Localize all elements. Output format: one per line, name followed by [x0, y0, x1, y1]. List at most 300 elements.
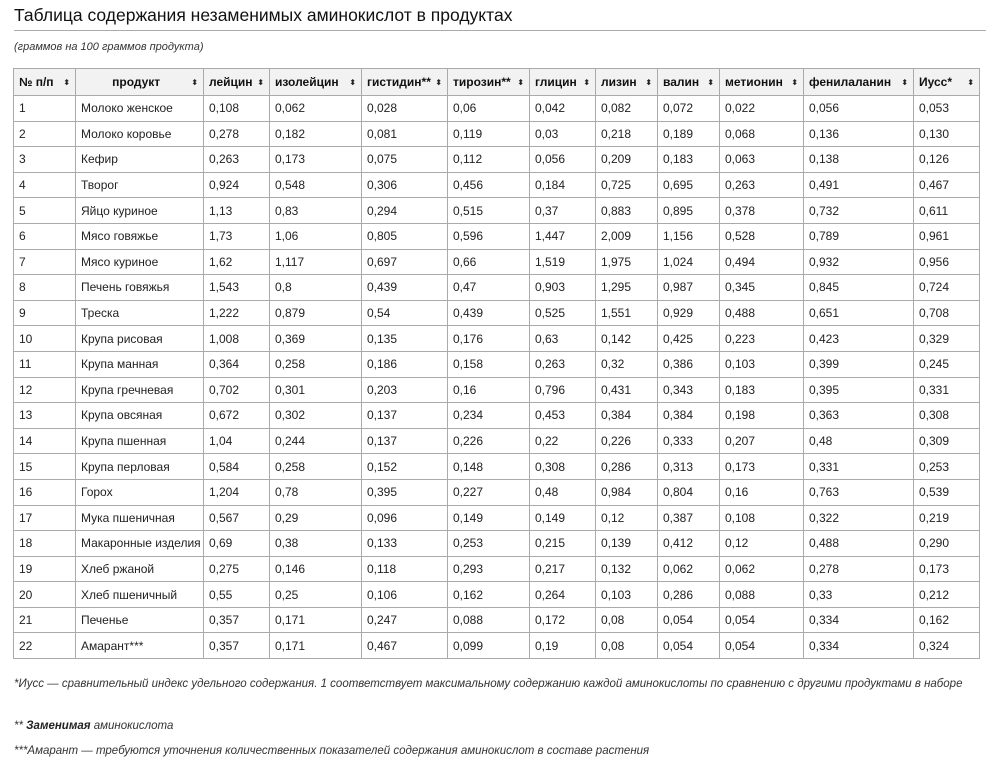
table-cell: 0,082: [596, 96, 658, 122]
table-cell: 0,567: [204, 505, 270, 531]
table-cell: 19: [14, 556, 76, 582]
table-cell: 0,219: [914, 505, 980, 531]
table-cell: 1,975: [596, 249, 658, 275]
table-cell: 0,879: [270, 300, 362, 326]
table-row: [14, 428, 980, 454]
table-cell: 10: [14, 326, 76, 352]
table-cell: 0,548: [270, 172, 362, 198]
table-cell: 0,258: [270, 351, 362, 377]
table-cell: 0,369: [270, 326, 362, 352]
table-row: [14, 531, 980, 557]
table-cell: 0,263: [204, 147, 270, 173]
table-cell: 0,54: [362, 300, 448, 326]
table-cell: 11: [14, 351, 76, 377]
table-cell: 1,13: [204, 198, 270, 224]
table-cell: 0,119: [448, 121, 530, 147]
table-cell: 0,258: [270, 454, 362, 480]
table-cell: 0,126: [914, 147, 980, 173]
table-cell: 0,357: [204, 633, 270, 659]
table-body: [14, 96, 980, 659]
column-header-label: № п/п: [19, 75, 54, 89]
sort-icon[interactable]: ⬍: [63, 78, 70, 87]
column-header[interactable]: [530, 69, 596, 96]
sort-icon[interactable]: ⬍: [583, 78, 590, 87]
table-cell: 0,263: [530, 351, 596, 377]
table-cell: 0,324: [914, 633, 980, 659]
table-cell: 0,075: [362, 147, 448, 173]
table-cell: 0,384: [658, 403, 720, 429]
table-cell: Крупа гречневая: [76, 377, 204, 403]
table-cell: 0,845: [804, 275, 914, 301]
table-cell: 0,223: [720, 326, 804, 352]
table-row: [14, 147, 980, 173]
table-cell: 0,313: [658, 454, 720, 480]
table-cell: 0,528: [720, 223, 804, 249]
table-cell: 15: [14, 454, 76, 480]
table-cell: 0,081: [362, 121, 448, 147]
column-header-label: изолейцин: [275, 75, 339, 89]
table-cell: 0,439: [362, 275, 448, 301]
table-cell: 0,932: [804, 249, 914, 275]
table-cell: 13: [14, 403, 76, 429]
table-cell: 0,399: [804, 351, 914, 377]
table-cell: Творог: [76, 172, 204, 198]
table-cell: 0,063: [720, 147, 804, 173]
table-cell: 0,584: [204, 454, 270, 480]
table-cell: 0,453: [530, 403, 596, 429]
table-cell: 0,099: [448, 633, 530, 659]
table-cell: 0,343: [658, 377, 720, 403]
table-cell: 0,138: [804, 147, 914, 173]
table-cell: 1,04: [204, 428, 270, 454]
table-cell: 0,286: [658, 582, 720, 608]
column-header[interactable]: [204, 69, 270, 96]
table-cell: 0,331: [914, 377, 980, 403]
table-cell: 0,8: [270, 275, 362, 301]
table-cell: 0,63: [530, 326, 596, 352]
table-cell: Мясо куриное: [76, 249, 204, 275]
column-header[interactable]: [270, 69, 362, 96]
table-cell: 0,525: [530, 300, 596, 326]
table-cell: 0,173: [270, 147, 362, 173]
table-cell: 22: [14, 633, 76, 659]
table-cell: 0,162: [448, 582, 530, 608]
table-cell: 0,345: [720, 275, 804, 301]
table-cell: 0,149: [530, 505, 596, 531]
column-header[interactable]: [76, 69, 204, 96]
table-cell: 0,12: [720, 531, 804, 557]
table-cell: 0,467: [362, 633, 448, 659]
column-header[interactable]: [448, 69, 530, 96]
table-cell: 0,103: [720, 351, 804, 377]
table-cell: 0,29: [270, 505, 362, 531]
table-row: [14, 326, 980, 352]
footnote-replaceable-bold: Заменимая: [26, 720, 91, 732]
table-cell: 0,308: [914, 403, 980, 429]
table-cell: 0,308: [530, 454, 596, 480]
sort-icon[interactable]: ⬍: [967, 78, 974, 87]
table-cell: 0,06: [448, 96, 530, 122]
table-cell: 0,732: [804, 198, 914, 224]
table-cell: 0,053: [914, 96, 980, 122]
table-cell: 0,789: [804, 223, 914, 249]
table-cell: 0,182: [270, 121, 362, 147]
table-cell: 0,137: [362, 428, 448, 454]
table-cell: 0,062: [720, 556, 804, 582]
table-cell: 0,515: [448, 198, 530, 224]
sort-icon[interactable]: ⬍: [791, 78, 798, 87]
table-cell: 1,447: [530, 223, 596, 249]
table-cell: 0,056: [530, 147, 596, 173]
table-cell: 0,331: [804, 454, 914, 480]
table-cell: 0,494: [720, 249, 804, 275]
table-cell: 0,439: [448, 300, 530, 326]
table-cell: 0,37: [530, 198, 596, 224]
footnote-amaranth: ***Амарант — требуются уточнения количественных показателей содержания аминокислот в составе растения: [14, 745, 650, 757]
table-row: [14, 351, 980, 377]
table-cell: Молоко женское: [76, 96, 204, 122]
table-cell: Крупа манная: [76, 351, 204, 377]
table-cell: 0,491: [804, 172, 914, 198]
table-cell: Крупа перловая: [76, 454, 204, 480]
table-cell: 0,217: [530, 556, 596, 582]
table-cell: 3: [14, 147, 76, 173]
table-cell: 0,47: [448, 275, 530, 301]
table-cell: 0,412: [658, 531, 720, 557]
table-cell: 0,253: [914, 454, 980, 480]
table-cell: 0,264: [530, 582, 596, 608]
table-cell: 1: [14, 96, 76, 122]
table-cell: 0,55: [204, 582, 270, 608]
table-cell: 0,139: [596, 531, 658, 557]
table-cell: 0,108: [720, 505, 804, 531]
table-cell: 0,672: [204, 403, 270, 429]
table-cell: 7: [14, 249, 76, 275]
table-cell: Треска: [76, 300, 204, 326]
sort-icon[interactable]: ⬍: [901, 78, 908, 87]
column-header[interactable]: [658, 69, 720, 96]
table-cell: 2: [14, 121, 76, 147]
table-cell: Хлеб пшеничный: [76, 582, 204, 608]
table-cell: Горох: [76, 479, 204, 505]
table-cell: 0,022: [720, 96, 804, 122]
table-cell: 0,611: [914, 198, 980, 224]
table-cell: 0,130: [914, 121, 980, 147]
table-cell: 0,651: [804, 300, 914, 326]
table-cell: 0,306: [362, 172, 448, 198]
table-cell: 0,32: [596, 351, 658, 377]
sort-icon[interactable]: ⬍: [435, 78, 442, 87]
column-header-label: фенилаланин: [809, 75, 892, 89]
table-cell: 0,702: [204, 377, 270, 403]
table-cell: 0,028: [362, 96, 448, 122]
table-header-row: [14, 69, 980, 96]
sort-icon[interactable]: ⬍: [517, 78, 524, 87]
table-cell: 0,363: [804, 403, 914, 429]
table-cell: 0,218: [596, 121, 658, 147]
table-cell: 0,068: [720, 121, 804, 147]
table-cell: 0,088: [448, 607, 530, 633]
table-cell: 0,118: [362, 556, 448, 582]
sort-icon[interactable]: ⬍: [645, 78, 652, 87]
column-header[interactable]: [14, 69, 76, 96]
table-cell: 1,73: [204, 223, 270, 249]
table-cell: 0,357: [204, 607, 270, 633]
table-cell: 0,924: [204, 172, 270, 198]
table-cell: 0,290: [914, 531, 980, 557]
footnote-index: *Иусс — сравнительный индекс удельного содержания. 1 соответствует максимальному содержанию каждой аминокислоты по сравнению с другими продуктами в наборе: [14, 678, 963, 690]
table-cell: Крупа овсяная: [76, 403, 204, 429]
table-cell: 1,204: [204, 479, 270, 505]
table-row: [14, 556, 980, 582]
table-cell: 0,596: [448, 223, 530, 249]
table-cell: 0,212: [914, 582, 980, 608]
table-cell: 0,695: [658, 172, 720, 198]
table-cell: 0,062: [270, 96, 362, 122]
table-cell: 0,171: [270, 607, 362, 633]
table-cell: 0,112: [448, 147, 530, 173]
table-cell: Макаронные изделия: [76, 531, 204, 557]
table-cell: 0,395: [804, 377, 914, 403]
table-cell: 0,423: [804, 326, 914, 352]
table-cell: 0,22: [530, 428, 596, 454]
table-cell: 0,183: [658, 147, 720, 173]
table-cell: 0,33: [804, 582, 914, 608]
table-cell: 0,275: [204, 556, 270, 582]
table-cell: 0,207: [720, 428, 804, 454]
table-cell: 0,364: [204, 351, 270, 377]
table-row: [14, 633, 980, 659]
table-cell: 0,19: [530, 633, 596, 659]
table-cell: 0,054: [658, 633, 720, 659]
table-cell: 0,173: [914, 556, 980, 582]
table-cell: 0,984: [596, 479, 658, 505]
table-cell: 0,961: [914, 223, 980, 249]
table-cell: 0,48: [804, 428, 914, 454]
table-cell: 0,956: [914, 249, 980, 275]
sort-icon[interactable]: ⬍: [707, 78, 714, 87]
column-header[interactable]: [914, 69, 980, 96]
column-header[interactable]: [362, 69, 448, 96]
table-cell: 0,987: [658, 275, 720, 301]
table-cell: 0,08: [596, 633, 658, 659]
column-header[interactable]: [720, 69, 804, 96]
table-cell: 0,148: [448, 454, 530, 480]
table-cell: 0,186: [362, 351, 448, 377]
table-cell: 0,467: [914, 172, 980, 198]
table-cell: Хлеб ржаной: [76, 556, 204, 582]
table-cell: 0,103: [596, 582, 658, 608]
table-cell: 0,226: [448, 428, 530, 454]
table-cell: 0,25: [270, 582, 362, 608]
table-cell: 1,156: [658, 223, 720, 249]
sort-icon[interactable]: ⬍: [257, 78, 264, 87]
table-row: [14, 582, 980, 608]
table-row: [14, 121, 980, 147]
table-cell: 0,137: [362, 403, 448, 429]
table-cell: 0,384: [596, 403, 658, 429]
table-row: [14, 96, 980, 122]
table-cell: 17: [14, 505, 76, 531]
table-cell: 1,62: [204, 249, 270, 275]
table-cell: 0,903: [530, 275, 596, 301]
table-cell: 1,295: [596, 275, 658, 301]
table-cell: 0,08: [596, 607, 658, 633]
table-cell: 0,142: [596, 326, 658, 352]
table-cell: 0,054: [720, 607, 804, 633]
table-cell: 5: [14, 198, 76, 224]
table-cell: 0,309: [914, 428, 980, 454]
table-cell: 0,333: [658, 428, 720, 454]
table-cell: 4: [14, 172, 76, 198]
table-cell: 1,06: [270, 223, 362, 249]
table-cell: 0,488: [804, 531, 914, 557]
table-cell: 0,322: [804, 505, 914, 531]
amino-acid-table: [13, 68, 980, 659]
table-cell: 0,054: [658, 607, 720, 633]
table-cell: 0,431: [596, 377, 658, 403]
table-cell: 0,263: [720, 172, 804, 198]
table-cell: 0,054: [720, 633, 804, 659]
column-header-label: Иусс*: [919, 75, 953, 89]
table-cell: 0,302: [270, 403, 362, 429]
table-cell: Молоко коровье: [76, 121, 204, 147]
table-cell: 0,293: [448, 556, 530, 582]
table-cell: 0,378: [720, 198, 804, 224]
table-cell: 0,796: [530, 377, 596, 403]
table-cell: 0,386: [658, 351, 720, 377]
page-subtitle: (граммов на 100 граммов продукта): [14, 41, 204, 53]
table-cell: 0,136: [804, 121, 914, 147]
table-cell: 0,245: [914, 351, 980, 377]
table-cell: Печенье: [76, 607, 204, 633]
table-row: [14, 172, 980, 198]
table-cell: 12: [14, 377, 76, 403]
table-row: [14, 505, 980, 531]
table-cell: 0,253: [448, 531, 530, 557]
table-row: [14, 454, 980, 480]
page-title: Таблица содержания незаменимых аминокислот в продуктах: [14, 5, 986, 31]
table-cell: 0,329: [914, 326, 980, 352]
table-cell: 0,184: [530, 172, 596, 198]
table-cell: 0,334: [804, 633, 914, 659]
table-cell: 0,16: [448, 377, 530, 403]
table-cell: 0,189: [658, 121, 720, 147]
table-cell: Яйцо куриное: [76, 198, 204, 224]
table-cell: 0,301: [270, 377, 362, 403]
table-cell: Кефир: [76, 147, 204, 173]
table-cell: 0,088: [720, 582, 804, 608]
column-header[interactable]: [804, 69, 914, 96]
table-cell: 0,106: [362, 582, 448, 608]
table-cell: 0,042: [530, 96, 596, 122]
table-cell: 0,209: [596, 147, 658, 173]
table-cell: 0,03: [530, 121, 596, 147]
table-cell: Мука пшеничная: [76, 505, 204, 531]
table-cell: 0,133: [362, 531, 448, 557]
table-cell: 0,539: [914, 479, 980, 505]
table-cell: 0,172: [530, 607, 596, 633]
table-cell: 0,146: [270, 556, 362, 582]
table-cell: 2,009: [596, 223, 658, 249]
table-cell: 0,395: [362, 479, 448, 505]
column-header-label: глицин: [535, 75, 577, 89]
table-cell: 0,162: [914, 607, 980, 633]
table-cell: 0,708: [914, 300, 980, 326]
table-cell: 0,69: [204, 531, 270, 557]
table-cell: 0,072: [658, 96, 720, 122]
column-header-label: лейцин: [209, 75, 253, 89]
column-header[interactable]: [596, 69, 658, 96]
table-cell: 0,805: [362, 223, 448, 249]
column-header-label: продукт: [112, 75, 161, 89]
table-cell: 0,278: [804, 556, 914, 582]
table-row: [14, 198, 980, 224]
table-cell: 0,78: [270, 479, 362, 505]
footnote-replaceable-prefix: **: [14, 720, 27, 732]
table-cell: 0,456: [448, 172, 530, 198]
table-cell: 0,234: [448, 403, 530, 429]
column-header-label: валин: [663, 75, 700, 89]
table-cell: 0,135: [362, 326, 448, 352]
table-cell: 0,425: [658, 326, 720, 352]
table-cell: 21: [14, 607, 76, 633]
table-cell: 0,725: [596, 172, 658, 198]
table-row: [14, 607, 980, 633]
table-cell: 0,763: [804, 479, 914, 505]
table-cell: 0,278: [204, 121, 270, 147]
sort-icon[interactable]: ⬍: [349, 78, 356, 87]
table-row: [14, 275, 980, 301]
table-cell: 0,387: [658, 505, 720, 531]
table-cell: 0,149: [448, 505, 530, 531]
table-cell: 0,48: [530, 479, 596, 505]
table-cell: 0,056: [804, 96, 914, 122]
table-cell: 1,222: [204, 300, 270, 326]
table-cell: 0,929: [658, 300, 720, 326]
table-cell: 20: [14, 582, 76, 608]
table-cell: 0,173: [720, 454, 804, 480]
column-header-label: лизин: [601, 75, 637, 89]
table-cell: 0,203: [362, 377, 448, 403]
table-cell: 0,294: [362, 198, 448, 224]
table-cell: Печень говяжья: [76, 275, 204, 301]
table-cell: 0,804: [658, 479, 720, 505]
table-cell: 0,883: [596, 198, 658, 224]
table-cell: Мясо говяжье: [76, 223, 204, 249]
table-row: [14, 403, 980, 429]
table-cell: Крупа пшенная: [76, 428, 204, 454]
table-cell: 0,697: [362, 249, 448, 275]
table-row: [14, 377, 980, 403]
table-cell: 0,66: [448, 249, 530, 275]
table-cell: 1,024: [658, 249, 720, 275]
table-cell: 0,198: [720, 403, 804, 429]
table-cell: 6: [14, 223, 76, 249]
sort-icon[interactable]: ⬍: [191, 78, 198, 87]
table-cell: Крупа рисовая: [76, 326, 204, 352]
table-cell: 14: [14, 428, 76, 454]
table-row: [14, 479, 980, 505]
table-cell: 0,158: [448, 351, 530, 377]
table-cell: 0,062: [658, 556, 720, 582]
table-cell: 0,247: [362, 607, 448, 633]
table-cell: 1,519: [530, 249, 596, 275]
footnote-replaceable-rest: аминокислота: [90, 720, 174, 732]
table-cell: 8: [14, 275, 76, 301]
table-cell: 0,152: [362, 454, 448, 480]
table-cell: 9: [14, 300, 76, 326]
